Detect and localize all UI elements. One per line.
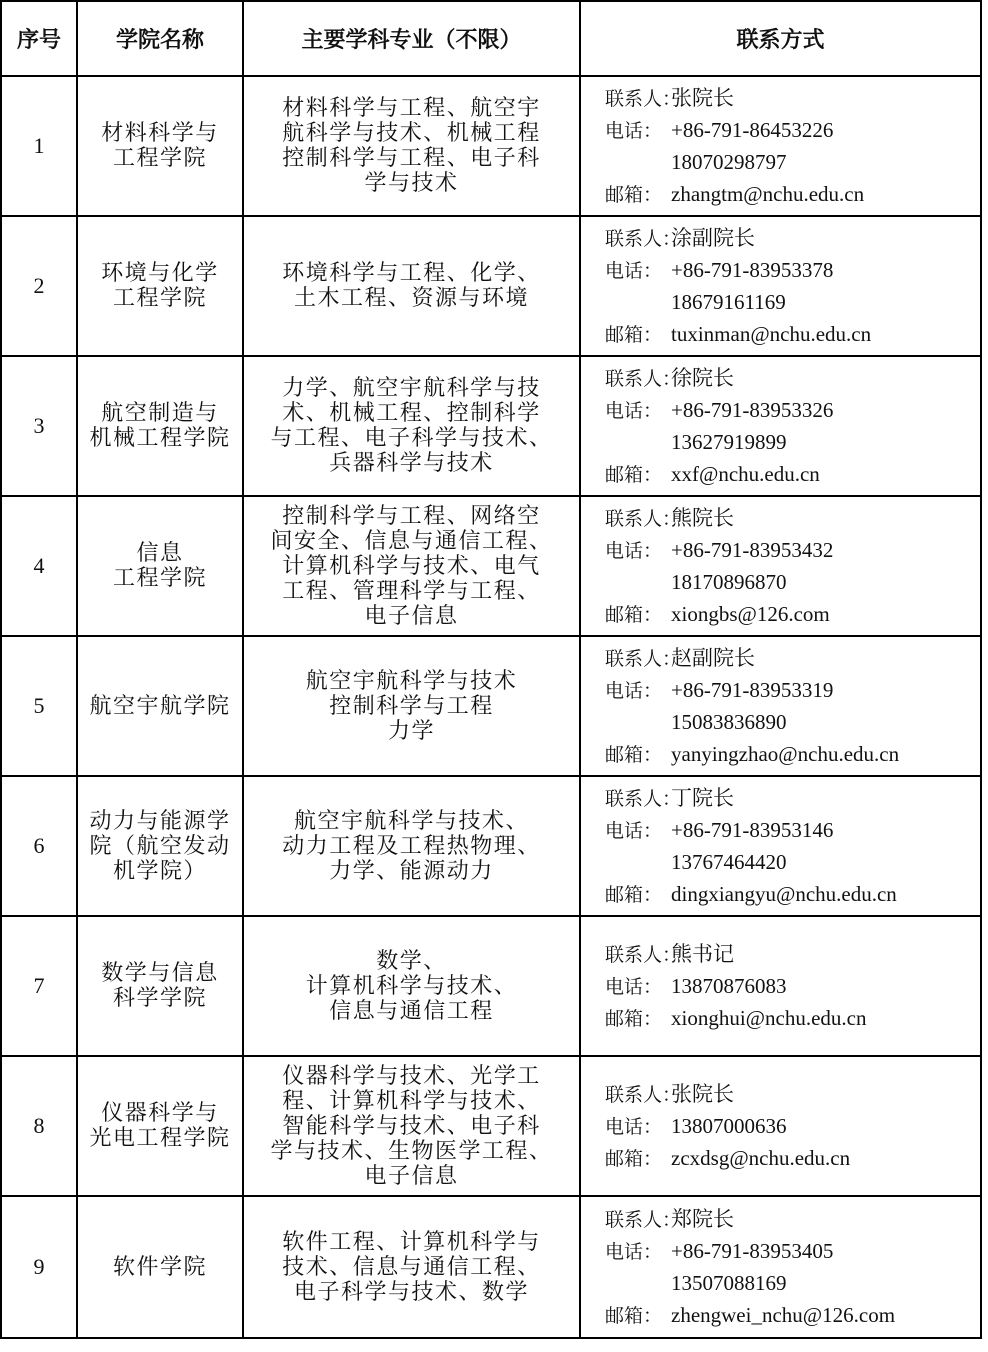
row-index: 9: [1, 1196, 77, 1338]
contact-person-line: [605, 362, 980, 394]
contact-person-label: 联系人：: [605, 648, 682, 670]
contact-info: [580, 636, 981, 776]
college-name-line: 仪器科学与: [101, 1101, 219, 1126]
majors-line: 术、机械工程、控制科学: [282, 401, 541, 426]
college-name-line: 环境与化学: [101, 261, 219, 286]
majors: [243, 496, 580, 636]
email-line: [605, 1142, 980, 1174]
college-name: [77, 776, 243, 916]
phone-value: +86-791-83953326: [671, 398, 834, 422]
email-label: 邮箱：: [605, 1148, 663, 1170]
header-index: 序号: [1, 1, 77, 76]
phone-value: 13807000636: [671, 1114, 787, 1138]
college-name: [77, 76, 243, 216]
contact-person-value: 郑院长: [671, 1207, 734, 1231]
contact-person-line: [605, 938, 980, 970]
email-line: [605, 1002, 980, 1034]
mobile-phone: 18679161169: [671, 290, 786, 314]
contact-person-value: 赵副院长: [671, 646, 755, 670]
contact-person-line: [605, 1078, 980, 1110]
college-name: [77, 496, 243, 636]
phone-value: +86-791-83953146: [671, 818, 834, 842]
email-label: 邮箱：: [605, 744, 663, 766]
contact-person-value: 张院长: [671, 86, 734, 110]
contact-person-value: 徐院长: [671, 366, 734, 390]
email-label: 邮箱：: [605, 324, 663, 346]
contact-person-label: 联系人：: [605, 368, 682, 390]
majors-line: 计算机科学与技术、: [305, 973, 518, 999]
majors-line: 土木工程、资源与环境: [293, 286, 529, 311]
phone-value: +86-791-83953432: [671, 538, 834, 562]
majors: [243, 916, 580, 1056]
majors: [243, 216, 580, 356]
contact-person-line: [605, 782, 980, 814]
email-value: zcxdsg@nchu.edu.cn: [671, 1146, 851, 1170]
row-index: 3: [1, 356, 77, 496]
contact-person-label: 联系人：: [605, 788, 682, 810]
majors-line: 与工程、电子科学与技术、: [270, 426, 553, 451]
majors-line: 学与技术、生物医学工程、: [270, 1138, 553, 1164]
majors-line: 电子科学与技术、数学: [293, 1279, 529, 1305]
email-value: zhangtm@nchu.edu.cn: [671, 182, 865, 206]
table-row: [1, 1056, 981, 1196]
contact-person-line: [605, 222, 980, 254]
contact-info: [580, 356, 981, 496]
contact-person-line: [605, 1203, 980, 1235]
phone-label: 电话：: [605, 976, 663, 998]
row-index: 4: [1, 496, 77, 636]
contact-person-label: 联系人：: [605, 1209, 682, 1231]
email-value: tuxinman@nchu.edu.cn: [671, 322, 872, 346]
phone-label: 电话：: [605, 400, 663, 422]
contact-person-line: [605, 642, 980, 674]
majors-line: 控制科学与工程: [329, 693, 494, 719]
college-name-line: 机械工程学院: [89, 426, 231, 451]
majors-line: 航科学与技术、机械工程: [282, 121, 541, 146]
email-value: xxf@nchu.edu.cn: [671, 462, 820, 486]
email-value: yanyingzhao@nchu.edu.cn: [671, 742, 900, 766]
majors-line: 信息与通信工程: [329, 998, 494, 1024]
phone-label: 电话：: [605, 120, 663, 142]
majors-line: 工程、管理科学与工程、: [282, 578, 541, 604]
header-majors: 主要学科专业（不限）: [243, 1, 580, 76]
contact-person-value: 熊院长: [671, 506, 734, 530]
college-name-line: 工程学院: [112, 566, 207, 591]
contact-info: [580, 496, 981, 636]
majors-line: 数学、: [376, 948, 447, 974]
phone-line: [605, 114, 980, 146]
majors-line: 计算机科学与技术、电气: [282, 553, 541, 579]
contact-person-value: 张院长: [671, 1082, 734, 1106]
table-row: [1, 216, 981, 356]
email-line: [605, 1299, 980, 1331]
majors-line: 间安全、信息与通信工程、: [270, 528, 553, 554]
majors-line: 环境科学与工程、化学、: [282, 261, 541, 286]
email-label: 邮箱：: [605, 884, 663, 906]
mobile-phone: 15083836890: [671, 710, 787, 734]
email-label: 邮箱：: [605, 464, 663, 486]
contact-person-label: 联系人：: [605, 88, 682, 110]
majors-line: 航空宇航科学与技术、: [293, 808, 529, 834]
email-label: 邮箱：: [605, 1008, 663, 1030]
row-index: 2: [1, 216, 77, 356]
email-line: [605, 878, 980, 910]
contact-person-label: 联系人：: [605, 1084, 682, 1106]
email-label: 邮箱：: [605, 184, 663, 206]
phone-value: +86-791-83953378: [671, 258, 834, 282]
phone-line: [605, 674, 980, 706]
majors: [243, 1056, 580, 1196]
mobile-phone: 18170896870: [671, 570, 787, 594]
phone-line: [605, 394, 980, 426]
majors-line: 控制科学与工程、电子科: [282, 146, 541, 171]
contact-info: [580, 76, 981, 216]
contact-person-label: 联系人：: [605, 944, 682, 966]
phone-line: [605, 534, 980, 566]
phone-label: 电话：: [605, 1116, 663, 1138]
college-name: [77, 1196, 243, 1338]
table-row: [1, 76, 981, 216]
phone-value: +86-791-86453226: [671, 118, 834, 142]
phone-line: [605, 814, 980, 846]
contact-person-label: 联系人：: [605, 228, 682, 250]
college-name: [77, 1056, 243, 1196]
email-line: [605, 458, 980, 490]
email-value: xionghui@nchu.edu.cn: [671, 1006, 867, 1030]
majors: [243, 776, 580, 916]
phone-line: [605, 254, 980, 286]
majors-line: 力学、航空宇航科学与技: [282, 376, 541, 401]
college-name-line: 院（航空发动: [89, 833, 231, 859]
email-line: [605, 178, 980, 210]
college-name-line: 数学与信息: [101, 961, 219, 986]
phone-line: [605, 970, 980, 1002]
college-name-line: 工程学院: [112, 286, 207, 311]
college-name-line: 材料科学与: [101, 121, 219, 146]
majors-line: 学与技术: [364, 171, 459, 196]
majors: [243, 76, 580, 216]
mobile-phone: 18070298797: [671, 150, 787, 174]
contact-person-line: [605, 502, 980, 534]
college-name-line: 光电工程学院: [89, 1126, 231, 1151]
college-name-line: 动力与能源学: [89, 808, 231, 834]
majors-line: 控制科学与工程、网络空: [282, 503, 541, 529]
college-name-line: 机学院）: [112, 858, 207, 884]
majors-line: 兵器科学与技术: [329, 451, 494, 476]
phone-line: [605, 1235, 980, 1267]
college-name-line: 工程学院: [112, 146, 207, 171]
table-row: [1, 1196, 981, 1338]
mobile-phone: 13507088169: [671, 1271, 787, 1295]
phone-label: 电话：: [605, 1241, 663, 1263]
email-label: 邮箱：: [605, 1305, 663, 1327]
contact-info: [580, 916, 981, 1056]
email-value: dingxiangyu@nchu.edu.cn: [671, 882, 897, 906]
majors-line: 软件工程、计算机科学与: [282, 1229, 541, 1255]
majors-line: 力学: [387, 718, 435, 744]
table-row: [1, 916, 981, 1056]
majors-line: 技术、信息与通信工程、: [282, 1254, 541, 1280]
majors-line: 电子信息: [364, 1163, 459, 1189]
phone-label: 电话：: [605, 680, 663, 702]
majors-line: 航空宇航科学与技术: [305, 668, 518, 694]
phone-line: [605, 1110, 980, 1142]
row-index: 7: [1, 916, 77, 1056]
row-index: 6: [1, 776, 77, 916]
majors: [243, 356, 580, 496]
table-row: [1, 776, 981, 916]
phone-label: 电话：: [605, 820, 663, 842]
college-name-line: 航空制造与: [101, 401, 219, 426]
phone-value: +86-791-83953405: [671, 1239, 834, 1263]
phone-value: 13870876083: [671, 974, 787, 998]
mobile-phone: 13767464420: [671, 850, 787, 874]
contact-person-value: 丁院长: [671, 786, 734, 810]
email-line: [605, 738, 980, 770]
majors-line: 智能科学与技术、电子科: [282, 1113, 541, 1139]
email-value: zhengwei_nchu@126.com: [671, 1303, 896, 1327]
header-contact: 联系方式: [580, 1, 981, 76]
email-value: xiongbs@126.com: [671, 602, 830, 626]
majors-line: 力学、能源动力: [329, 858, 494, 884]
mobile-phone: 13627919899: [671, 430, 787, 454]
contact-info: [580, 1196, 981, 1338]
majors-line: 程、计算机科学与技术、: [282, 1088, 541, 1114]
contact-info: [580, 1056, 981, 1196]
majors-line: 材料科学与工程、航空宇: [282, 96, 541, 121]
contact-person-value: 熊书记: [671, 942, 734, 966]
college-name-line: 信息: [136, 541, 184, 566]
majors-line: 动力工程及工程热物理、: [282, 833, 541, 859]
college-name: [77, 216, 243, 356]
contact-person-value: 涂副院长: [671, 226, 755, 250]
majors-line: 电子信息: [364, 603, 459, 629]
college-name: [77, 916, 243, 1056]
college-name: [77, 636, 243, 776]
majors: [243, 636, 580, 776]
table-header-row: [1, 1, 981, 76]
header-college: 学院名称: [77, 1, 243, 76]
table-row: [1, 356, 981, 496]
college-name-line: 软件学院: [112, 1254, 207, 1280]
college-name-line: 航空宇航学院: [89, 693, 231, 719]
contact-person-label: 联系人：: [605, 508, 682, 530]
contact-info: [580, 776, 981, 916]
phone-label: 电话：: [605, 540, 663, 562]
college-name: [77, 356, 243, 496]
contact-info: [580, 216, 981, 356]
majors: [243, 1196, 580, 1338]
email-label: 邮箱：: [605, 604, 663, 626]
contact-person-line: [605, 82, 980, 114]
table-row: [1, 496, 981, 636]
row-index: 1: [1, 76, 77, 216]
email-line: [605, 318, 980, 350]
college-name-line: 科学学院: [112, 986, 207, 1011]
majors-line: 仪器科学与技术、光学工: [282, 1063, 541, 1089]
email-line: [605, 598, 980, 630]
phone-label: 电话：: [605, 260, 663, 282]
row-index: 5: [1, 636, 77, 776]
table-row: [1, 636, 981, 776]
phone-value: +86-791-83953319: [671, 678, 834, 702]
row-index: 8: [1, 1056, 77, 1196]
